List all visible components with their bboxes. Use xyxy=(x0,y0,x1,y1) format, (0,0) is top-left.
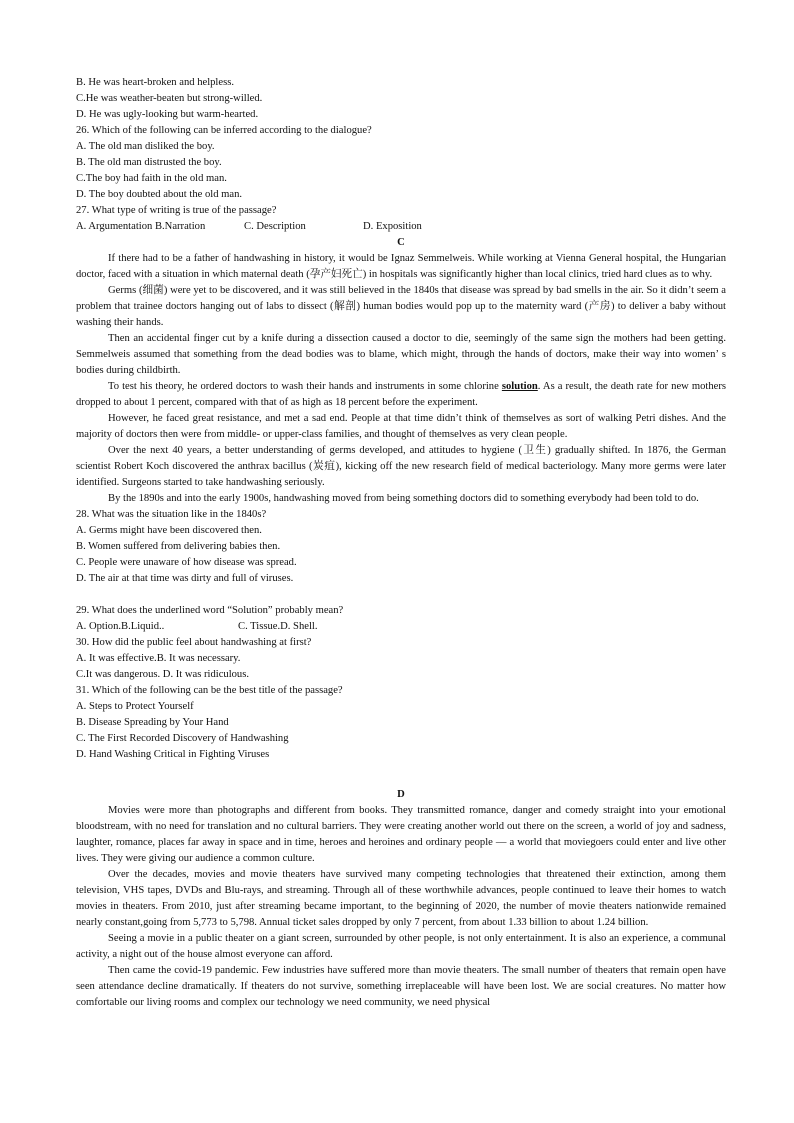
q31-option-c: C. The First Recorded Discovery of Handwashing xyxy=(76,733,289,744)
q30-option-cd: C.It was dangerous. D. It was ridiculous. xyxy=(76,669,250,680)
section-c-paragraph: Over the next 40 years, a better understanding of germs developed, and attitudes to hygiene (卫生) gradually shifted. In 1876, the German scientist Robert Koch discovered the anthrax bacillus (炭疽), kicking off the new research field of medical bacteriology. Many more germs were later identified. Surgeons started to take handwashing seriously. xyxy=(76,445,726,488)
paragraph-text: . As a result, the death rate for new mothers dropped to about 1 percent, compared with that of as high as 18 percent before the experiment. xyxy=(76,381,726,408)
q28-option-d: D. The air at that time was dirty and full of viruses. xyxy=(76,573,294,584)
section-d-paragraph: Movies were more than photographs and different from books. They transmitted romance, danger and comedy straight into your emotional bloodstream, with no need for translation and no cultural barriers. They were creating another world out there on the screen, a world of joy and sadness, laughter, romance, places far away in space and in time, heroes and heroines and ordinary people — a world that moviegoers could enter and live other lives. They were giving our audience a common culture. xyxy=(76,805,726,864)
section-d-paragraph: Then came the covid-19 pandemic. Few industries have suffered more than movie theaters. The small number of theaters that remain open have seen attendance decline dramatically. If theaters do not survive, something irreplaceable will have been lost. We are social creatures. No matter how comfortable our living rooms and complex our technology we need community, we need physical xyxy=(76,965,726,1008)
section-c-paragraph: By the 1890s and into the early 1900s, handwashing moved from being something doctors did to something everybody had been told to do. xyxy=(108,493,699,504)
q30-question: 30. How did the public feel about handwashing at first? xyxy=(76,637,312,648)
section-c-heading: C xyxy=(397,237,405,248)
q25-option-c: C.He was weather-beaten but strong-willed. xyxy=(76,93,263,104)
q25-option-b: B. He was heart-broken and helpless. xyxy=(76,77,234,88)
q29-option-ab: A. Option.B.Liquid.. xyxy=(76,621,165,632)
q28-option-b: B. Women suffered from delivering babies then. xyxy=(76,541,281,552)
q28-option-c: C. People were unaware of how disease was spread. xyxy=(76,557,297,568)
q29-question: 29. What does the underlined word “Solution” probably mean? xyxy=(76,605,344,616)
paragraph-text: To test his theory, he ordered doctors to wash their hands and instruments in some chlorine xyxy=(108,381,502,392)
q28-question: 28. What was the situation like in the 1840s? xyxy=(76,509,267,520)
q26-question: 26. Which of the following can be inferred according to the dialogue? xyxy=(76,125,372,136)
q26-option-d: D. The boy doubted about the old man. xyxy=(76,189,243,200)
q31-option-a: A. Steps to Protect Yourself xyxy=(76,701,194,712)
q26-option-c: C.The boy had faith in the old man. xyxy=(76,173,227,184)
exam-page xyxy=(76,75,726,1011)
q27-option-ab: A. Argumentation B.Narration xyxy=(76,221,206,232)
q29-option-cd: C. Tissue.D. Shell. xyxy=(238,621,318,632)
section-d-paragraph: Seeing a movie in a public theater on a giant screen, surrounded by other people, is not only entertainment. It is also an experience, a communal activity, a night out of the house almost everyone can afford. xyxy=(76,933,726,960)
q31-option-b: B. Disease Spreading by Your Hand xyxy=(76,717,229,728)
q26-option-a: A. The old man disliked the boy. xyxy=(76,141,215,152)
q25-option-d: D. He was ugly-looking but warm-hearted. xyxy=(76,109,259,120)
q26-option-b: B. The old man distrusted the boy. xyxy=(76,157,222,168)
section-d-heading: D xyxy=(397,789,405,800)
q27-question: 27. What type of writing is true of the passage? xyxy=(76,205,277,216)
q30-option-ab: A. It was effective.B. It was necessary. xyxy=(76,653,241,664)
q31-option-d: D. Hand Washing Critical in Fighting Viruses xyxy=(76,749,270,760)
section-c-paragraph: If there had to be a father of handwashing in history, it would be Ignaz Semmelweis. While working at Vienna General hospital, the Hungarian doctor, faced with a situation in which maternal death (孕产妇死亡) in hospitals was significantly higher than local clinics, tried hard clues as to why. xyxy=(76,253,726,280)
q31-question: 31. Which of the following can be the best title of the passage? xyxy=(76,685,343,696)
section-c-paragraph: Germs (细菌) were yet to be discovered, and it was still believed in the 1840s that disease was spread by bad smells in the air. So it didn’t seem a problem that trainee doctors hanging out of labs to dissect (解剖) human bodies would pop up to the maternity ward (产房) to deliver a baby without washing their hands. xyxy=(76,285,726,328)
q27-option-d: D. Exposition xyxy=(363,221,422,232)
q29-options xyxy=(76,619,726,635)
section-d-paragraph: Over the decades, movies and movie theaters have survived many competing technologies that threatened their extinction, among them television, VHS tapes, DVDs and Blu-rays, and streaming. Through all of these worthwhile advances, people continued to leave their homes to watch movies in theaters. From 2010, just after streaming became important, to the beginning of 2020, the number of movie theaters nationwide remained nearly constant,going from 5,773 to 5,798. Annual ticket sales dropped by only 7 percent, from about 1.33 billion to about 1.24 billion. xyxy=(76,869,726,928)
underlined-word: solution xyxy=(501,381,538,392)
q27-options xyxy=(76,219,726,235)
section-c-paragraph xyxy=(76,379,726,411)
section-c-paragraph: However, he faced great resistance, and met a sad end. People at that time didn’t think of themselves as sort of walking Petri dishes. And the majority of doctors then were from middle- or upper-class families, and thought of themselves as very clean people. xyxy=(76,413,726,440)
q28-option-a: A. Germs might have been discovered then. xyxy=(76,525,262,536)
q27-option-c: C. Description xyxy=(244,221,306,232)
section-c-paragraph: Then an accidental finger cut by a knife during a dissection caused a doctor to die, seemingly of the same sign the mothers had been getting. Semmelweis assumed that something from the dead bodies was to blame, which might, through the hands of doctors, make their way into women’ s bodies during childbirth. xyxy=(76,333,726,376)
